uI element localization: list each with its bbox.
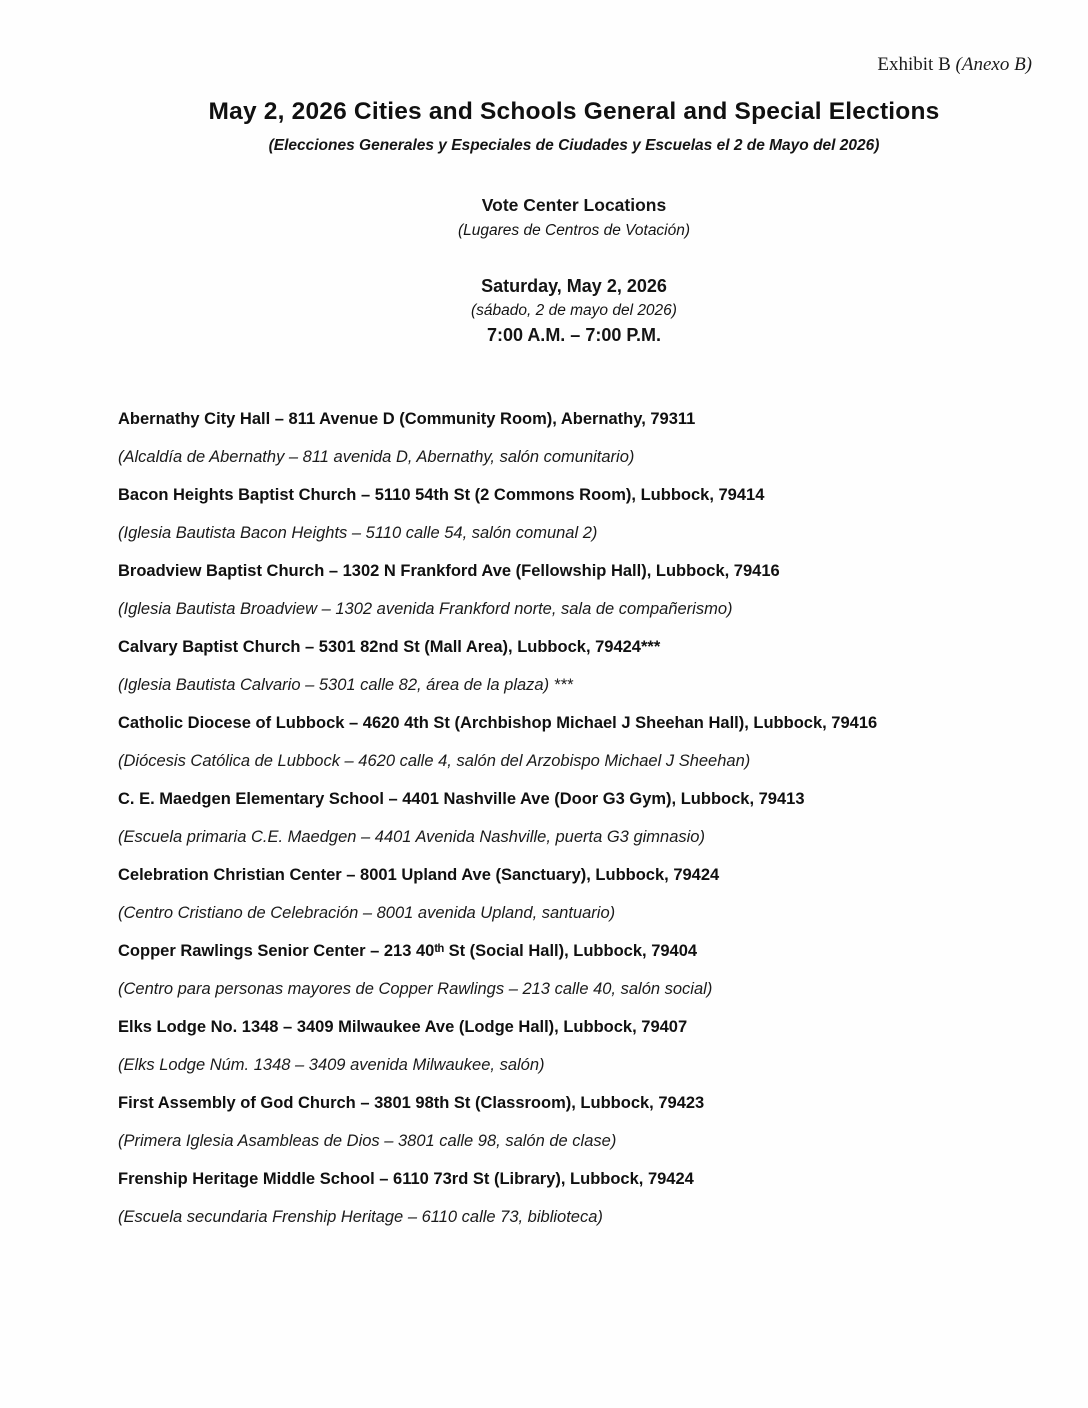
polling-hours: 7:00 A.M. – 7:00 P.M. — [486, 325, 662, 345]
location-entry — [118, 1094, 1038, 1151]
location-entry — [118, 410, 1038, 467]
location-name-spanish: (Escuela secundaria Frenship Heritage – 6110 calle 73, biblioteca) — [118, 1208, 603, 1226]
location-name-spanish: (Iglesia Bautista Calvario – 5301 calle 82, área de la plaza) *** — [118, 676, 573, 694]
location-entry — [118, 942, 1038, 999]
location-entry — [118, 790, 1038, 847]
location-name-english: Catholic Diocese of Lubbock – 4620 4th St (Archbishop Michael J Sheehan Hall), Lubbock, 79416 — [118, 714, 878, 732]
location-name-english: C. E. Maedgen Elementary School – 4401 Nashville Ave (Door G3 Gym), Lubbock, 79413 — [118, 790, 805, 808]
exhibit-label: Exhibit B — [877, 54, 951, 75]
document-headings — [60, 98, 1088, 346]
exhibit-label-row — [0, 0, 1088, 76]
location-name-english: First Assembly of God Church – 3801 98th St (Classroom), Lubbock, 79423 — [118, 1094, 705, 1112]
location-name-spanish: (Iglesia Bautista Bacon Heights – 5110 calle 54, salón comunal 2) — [118, 524, 598, 542]
election-date: Saturday, May 2, 2026 — [481, 276, 667, 296]
election-date-spanish: (sábado, 2 de mayo del 2026) — [471, 302, 677, 319]
location-name-spanish: (Diócesis Católica de Lubbock – 4620 calle 4, salón del Arzobispo Michael J Sheehan) — [118, 752, 751, 770]
location-entry — [118, 1170, 1038, 1227]
location-name-english: Celebration Christian Center – 8001 Upland Ave (Sanctuary), Lubbock, 79424 — [118, 866, 720, 884]
section-title: Vote Center Locations — [481, 195, 667, 215]
page-title: May 2, 2026 Cities and Schools General and Special Elections — [208, 98, 940, 125]
location-name-spanish: (Centro Cristiano de Celebración – 8001 avenida Upland, santuario) — [118, 904, 616, 922]
location-entry — [118, 638, 1038, 695]
location-name-english: Calvary Baptist Church – 5301 82nd St (Mall Area), Lubbock, 79424*** — [118, 638, 661, 656]
location-name-english: Frenship Heritage Middle School – 6110 73rd St (Library), Lubbock, 79424 — [118, 1170, 694, 1188]
location-name-spanish: (Alcaldía de Abernathy – 811 avenida D, Abernathy, salón comunitario) — [118, 448, 635, 466]
location-entry — [118, 562, 1038, 619]
location-entry — [118, 1018, 1038, 1075]
location-entry — [118, 866, 1038, 923]
location-name-spanish: (Iglesia Bautista Broadview – 1302 avenida Frankford norte, sala de compañerismo) — [118, 600, 733, 618]
vote-center-locations-list — [118, 410, 1038, 1227]
exhibit-label-spanish: (Anexo B) — [955, 54, 1032, 75]
location-name-english: Copper Rawlings Senior Center – 213 40ᵗʰ St (Social Hall), Lubbock, 79404 — [118, 942, 698, 960]
location-name-english: Broadview Baptist Church – 1302 N Frankford Ave (Fellowship Hall), Lubbock, 79416 — [118, 562, 780, 580]
location-entry — [118, 714, 1038, 771]
location-entry — [118, 486, 1038, 543]
location-name-english: Abernathy City Hall – 811 Avenue D (Community Room), Abernathy, 79311 — [118, 410, 696, 428]
section-title-spanish: (Lugares de Centros de Votación) — [457, 222, 691, 239]
page-title-spanish: (Elecciones Generales y Especiales de Ciudades y Escuelas el 2 de Mayo del 2026) — [268, 137, 880, 154]
location-name-spanish: (Elks Lodge Núm. 1348 – 3409 avenida Milwaukee, salón) — [118, 1056, 545, 1074]
location-name-spanish: (Centro para personas mayores de Copper Rawlings – 213 calle 40, salón social) — [118, 980, 713, 998]
location-name-english: Bacon Heights Baptist Church – 5110 54th St (2 Commons Room), Lubbock, 79414 — [118, 486, 765, 504]
location-name-spanish: (Escuela primaria C.E. Maedgen – 4401 Avenida Nashville, puerta G3 gimnasio) — [118, 828, 705, 846]
location-name-spanish: (Primera Iglesia Asambleas de Dios – 3801 calle 98, salón de clase) — [118, 1132, 617, 1150]
location-name-english: Elks Lodge No. 1348 – 3409 Milwaukee Ave (Lodge Hall), Lubbock, 79407 — [118, 1018, 688, 1036]
